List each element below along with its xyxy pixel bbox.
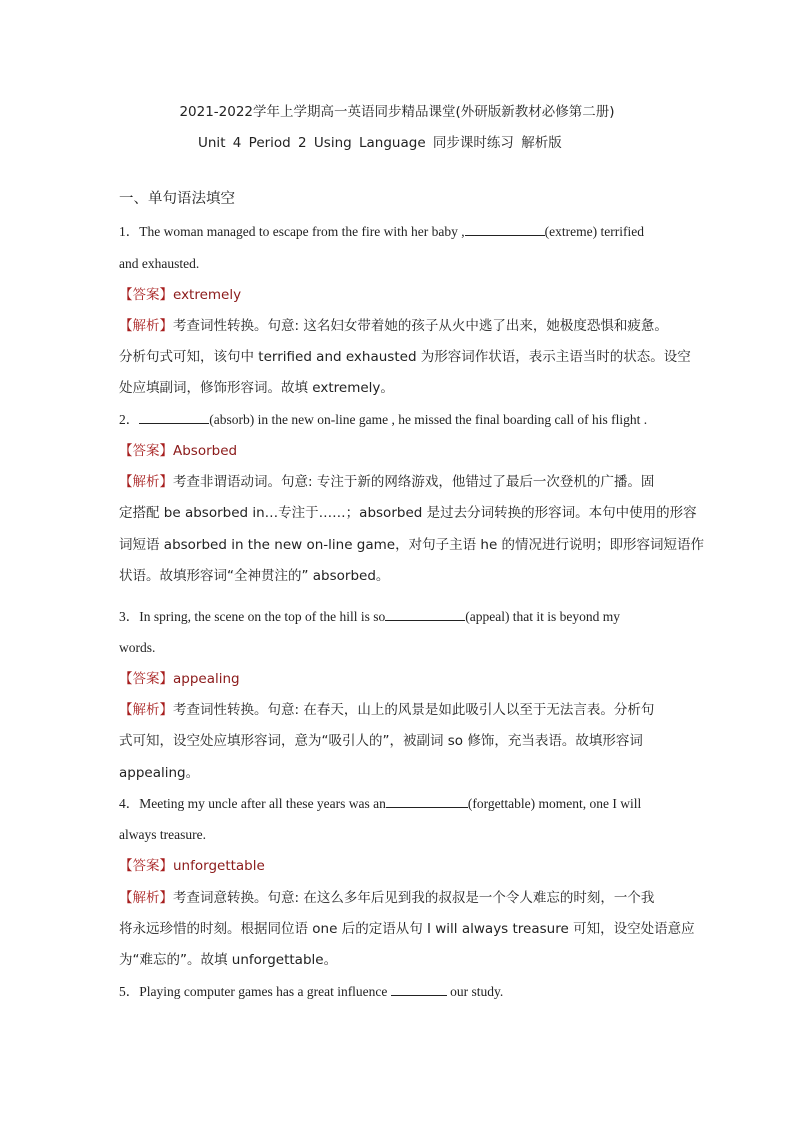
question-3-cont: words. <box>119 640 156 655</box>
answer-blank <box>386 795 468 808</box>
analysis-2-line-3: 词短语 absorbed in the new on-line game，对句子主语 he 的情况进行说明；即形容词短语作 <box>119 537 705 553</box>
analysis-3-line-1: 【解析】考查词性转换。句意: 在春天，山上的风景是如此吸引人以至于无法言表。分析句 <box>119 702 655 718</box>
answer-blank <box>385 608 465 621</box>
answer-4: 【答案】unforgettable <box>119 858 265 874</box>
analysis-3-line-2: 式可知，设空处应填形容词，意为“吸引人的”，被副词 so 修饰，充当表语。故填形容词 <box>119 733 643 749</box>
document-title: 2021-2022学年上学期高一英语同步精品课堂(外研版新教材必修第二册) <box>179 104 615 120</box>
question-2: 2． (absorb) in the new on-line game , he missed the final boarding call of his flight . <box>119 412 648 427</box>
analysis-4-line-3: 为“难忘的”。故填 unforgettable。 <box>119 952 338 968</box>
analysis-4-line-1: 【解析】考查词意转换。句意: 在这么多年后见到我的叔叔是一个令人难忘的时刻，一个我 <box>119 890 655 906</box>
question-5: 5．Playing computer games has a great influence our study. <box>119 984 504 999</box>
analysis-1-line-3: 处应填副词，修饰形容词。故填 extremely。 <box>119 380 394 396</box>
answer-2: 【答案】Absorbed <box>119 443 238 459</box>
analysis-2-line-2: 定搭配 be absorbed in…专注于……；absorbed 是过去分词转换的形容词。本句中使用的形容 <box>119 505 697 521</box>
question-4-cont: always treasure. <box>119 827 206 842</box>
answer-1: 【答案】extremely <box>119 287 242 303</box>
question-3: 3．In spring, the scene on the top of the hill is so (appeal) that it is beyond my <box>119 609 621 624</box>
analysis-1-line-1: 【解析】考查词性转换。句意: 这名妇女带着她的孩子从火中逃了出来，她极度恐惧和疲惫。 <box>119 318 668 334</box>
answer-blank <box>465 223 545 236</box>
analysis-2-line-1: 【解析】考查非谓语动词。句意: 专注于新的网络游戏，他错过了最后一次登机的广播。固 <box>119 474 655 490</box>
analysis-4-line-2: 将永远珍惜的时刻。根据同位语 one 后的定语从句 I will always treasure 可知，设空处语意应 <box>119 921 695 937</box>
analysis-2-line-4: 状语。故填形容词“全神贯注的” absorbed。 <box>119 568 390 584</box>
section-title: 一、单句语法填空 <box>119 191 235 207</box>
question-1-cont: and exhausted. <box>119 256 200 271</box>
answer-blank <box>139 411 209 424</box>
analysis-1-line-2: 分析句式可知，该句中 terrified and exhausted 为形容词作状语，表示主语当时的状态。设空 <box>119 349 691 365</box>
question-4: 4．Meeting my uncle after all these years was an (forgettable) moment, one I will <box>119 796 642 811</box>
analysis-3-line-3: appealing。 <box>119 765 200 781</box>
document-subtitle: Unit 4 Period 2 Using Language 同步课时练习 解析版 <box>198 135 562 151</box>
answer-3: 【答案】appealing <box>119 671 240 687</box>
question-1: 1．The woman managed to escape from the fire with her baby , (extreme) terrified <box>119 224 644 239</box>
answer-blank <box>391 983 447 996</box>
